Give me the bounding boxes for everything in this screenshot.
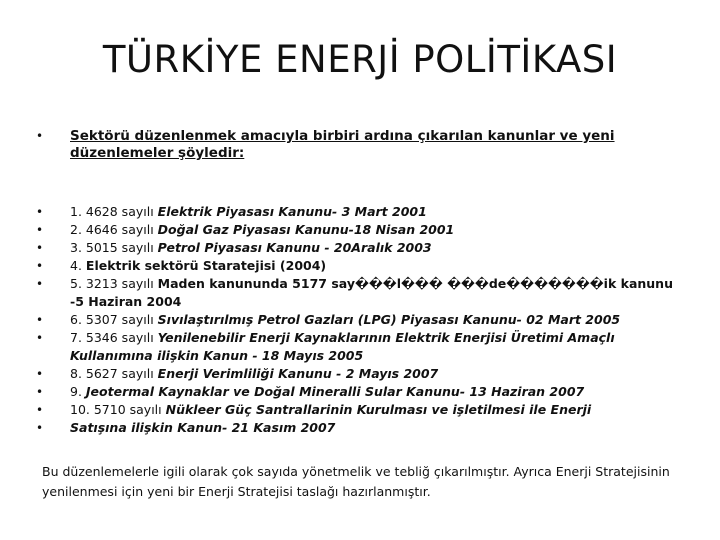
law-list-item [36, 203, 686, 221]
law-list-item [36, 401, 686, 419]
law-list-item [36, 257, 686, 275]
law-name: Nükleer Güç Santrallarinin Kurulması ve işletilmesi ile Enerji [165, 402, 592, 417]
law-name: Enerji Verimliliği Kanunu - 2 Mayıs 2007 [157, 366, 439, 381]
law-number: 10. 5710 sayılı [70, 402, 166, 417]
law-number: 1. 4628 sayılı [70, 204, 158, 219]
law-name: Maden kanununda 5177 say���l��� ���de�������ik kanunu -5 Haziran 2004 [70, 276, 673, 309]
law-number: 9. [70, 384, 86, 399]
law-list-item [36, 365, 686, 383]
bullet-icon: • [36, 129, 44, 143]
slide-title: TÜRKİYE ENERJİ POLİTİKASI [102, 38, 618, 81]
law-list-item [36, 275, 686, 311]
law-name: Jeotermal Kaynaklar ve Doğal Mineralli Sular Kanunu- 13 Haziran 2007 [85, 384, 585, 399]
bullet-icon: • [36, 331, 44, 345]
law-list-item [36, 221, 686, 239]
law-list-item [36, 419, 686, 437]
bullet-icon: • [36, 277, 44, 291]
law-number: 7. 5346 sayılı [70, 330, 158, 345]
bullet-icon: • [36, 421, 44, 435]
law-number: 4. [70, 258, 86, 273]
law-number: 3. 5015 sayılı [70, 240, 158, 255]
bullet-icon: • [36, 385, 44, 399]
law-number: 8. 5627 sayılı [70, 366, 158, 381]
law-name: Elektrik Piyasası Kanunu- 3 Mart 2001 [157, 204, 427, 219]
footer-note: Bu düzenlemelerle igili olarak çok sayıda yönetmelik ve tebliğ çıkarılmıştır. Ayrıca Enerji Stratejisinin yenilenmesi için yeni bir Enerji Stratejisi taslağı hazırlanmıştır. [42, 464, 670, 499]
bullet-icon: • [36, 223, 44, 237]
law-name: Elektrik sektörü Staratejisi (2004) [85, 258, 327, 273]
bullet-icon: • [36, 367, 44, 381]
law-name: Yenilenebilir Enerji Kaynaklarının Elektrik Enerjisi Üretimi Amaçlı Kullanımına ilişkin Kanun - 18 Mayıs 2005 [70, 330, 615, 363]
bullet-icon: • [36, 205, 44, 219]
law-number: 2. 4646 sayılı [70, 222, 158, 237]
law-number: 5. 3213 sayılı [70, 276, 158, 291]
intro-bullet-item [36, 128, 676, 162]
law-name: Petrol Piyasası Kanunu - 20Aralık 2003 [157, 240, 432, 255]
law-list-item [36, 311, 686, 329]
law-name: Sıvılaştırılmış Petrol Gazları (LPG) Piyasası Kanunu- 02 Mart 2005 [157, 312, 621, 327]
intro-text: Sektörü düzenlenmek amacıyla birbiri ardına çıkarılan kanunlar ve yeni düzenlemeler şöyledir: [70, 128, 615, 161]
law-list-item [36, 239, 686, 257]
law-list-item [36, 329, 686, 365]
bullet-icon: • [36, 403, 44, 417]
bullet-icon: • [36, 241, 44, 255]
law-list-item [36, 383, 686, 401]
law-list [36, 203, 686, 437]
bullet-icon: • [36, 259, 44, 273]
law-number: 6. 5307 sayılı [70, 312, 158, 327]
law-name: Doğal Gaz Piyasası Kanunu-18 Nisan 2001 [157, 222, 455, 237]
bullet-icon: • [36, 313, 44, 327]
law-name: Satışına ilişkin Kanun- 21 Kasım 2007 [70, 420, 336, 435]
